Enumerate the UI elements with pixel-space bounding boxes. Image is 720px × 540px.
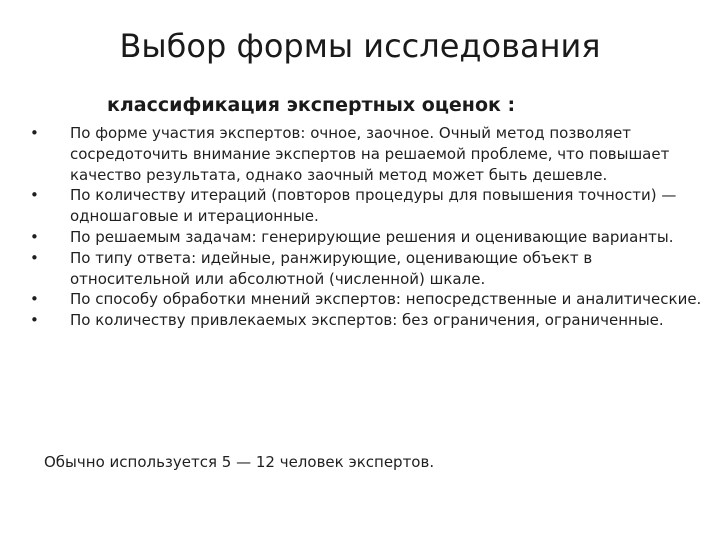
bullet-text: По типу ответа: идейные, ранжирующие, оценивающие объект в относительной или абсолютной (численной) шкале. <box>70 248 593 288</box>
bullet-dot-icon: • <box>30 124 39 142</box>
bullet-dot-icon: • <box>30 186 39 205</box>
bullet-item-answer-type <box>30 248 702 290</box>
bullet-dot-icon: • <box>30 311 39 330</box>
bullet-item-expert-count <box>30 310 702 331</box>
bullet-dot-icon: • <box>30 290 39 309</box>
footer-note: Обычно используется 5 — 12 человек экспертов. <box>44 453 435 471</box>
bullet-list <box>30 123 702 331</box>
bullet-text: По количеству итераций (повторов процедуры для повышения точности) — одношаговые и итерационные. <box>70 186 677 226</box>
bullet-item-tasks <box>30 227 702 248</box>
slide-title: Выбор формы исследования <box>119 27 601 65</box>
bullet-text: По количеству привлекаемых экспертов: без ограничения, ограниченные. <box>70 311 664 330</box>
bullet-dot-icon: • <box>30 227 39 246</box>
bullet-text: По решаемым задачам: генерирующие решения и оценивающие варианты. <box>70 227 674 246</box>
bullet-text: По способу обработки мнений экспертов: непосредственные и аналитические. <box>70 290 702 309</box>
bullet-item-iterations <box>30 185 702 227</box>
bullet-dot-icon: • <box>30 248 39 267</box>
bullet-text: По форме участия экспертов: очное, заочное. Очный метод позволяет сосредоточить внимание экспертов на решаемой проблеме, что повышает качество результата, однако заочный метод может быть дешевле. <box>70 124 670 184</box>
slide-subtitle: классификация экспертных оценок : <box>107 94 516 116</box>
bullet-item-participation <box>30 123 702 185</box>
bullet-item-processing <box>30 289 702 310</box>
